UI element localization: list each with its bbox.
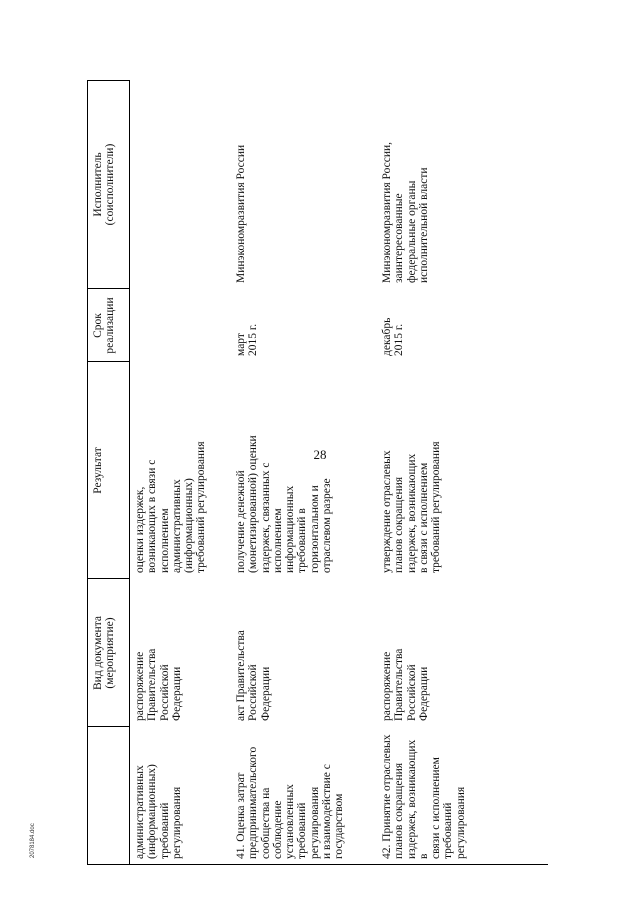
header-activity [87,727,96,865]
column-divider [87,726,129,727]
document-type-cell: распоряжение Правительства Российской Федерации [381,648,430,721]
table-row [129,80,230,865]
activity-cell: административных (информационных) требований регулирования [134,764,183,859]
column-divider [87,361,129,362]
table-border-right-header [87,80,129,81]
header-result: Результат [92,447,104,494]
table-row [230,80,376,865]
table-border-left [87,864,548,865]
table-row [376,80,548,865]
header-document-type: Вид документа (мероприятие) [92,616,117,690]
header-deadline: Срок реализации [92,297,117,354]
activity-cell: 42. Принятие отраслевых планов сокращения издержек, возникающих в связи с исполнением требований регулирования [381,734,467,859]
activity-cell: 41. Оценка затрат предпринимательского сообщества на соблюдение установленных требований регулирования и взаимодействие с государством [235,746,346,859]
table-border-top [87,80,88,865]
header-divider [129,80,130,865]
document-type-cell: акт Правительства Российской Федерации [235,630,272,721]
document-type-cell: распоряжение Правительства Российской Федерации [134,648,183,721]
result-cell: оценки издержек, возникающих в связи с исполнением административных (информационных) требований регулирования [134,441,208,573]
column-divider [87,578,129,579]
deadline-cell: март 2015 г. [235,323,260,356]
header-executor: Исполнитель (соисполнители) [92,143,117,226]
activity-table [87,80,548,865]
table-header-row [87,80,129,865]
result-cell: получение денежной (монетизированной) оценки издержек, связанных с исполнением информационных требований в горизонтальном и отраслевом разрезе [235,435,334,573]
deadline-cell [129,289,138,362]
executor-cell: Минэкономразвития России, заинтересованные федеральные органы исполнительной власти [381,141,430,283]
page-number: 28 [313,447,327,462]
result-cell: утверждение отраслевых планов сокращения издержек, возникающих в связи с исполнением требований регулирования [381,441,443,573]
column-divider [87,288,129,289]
executor-cell [129,80,138,289]
executor-cell: Минэкономразвития России [235,144,247,283]
document-file-code: 2078184.doc [30,823,36,858]
deadline-cell: декабрь 2015 г. [381,317,406,356]
